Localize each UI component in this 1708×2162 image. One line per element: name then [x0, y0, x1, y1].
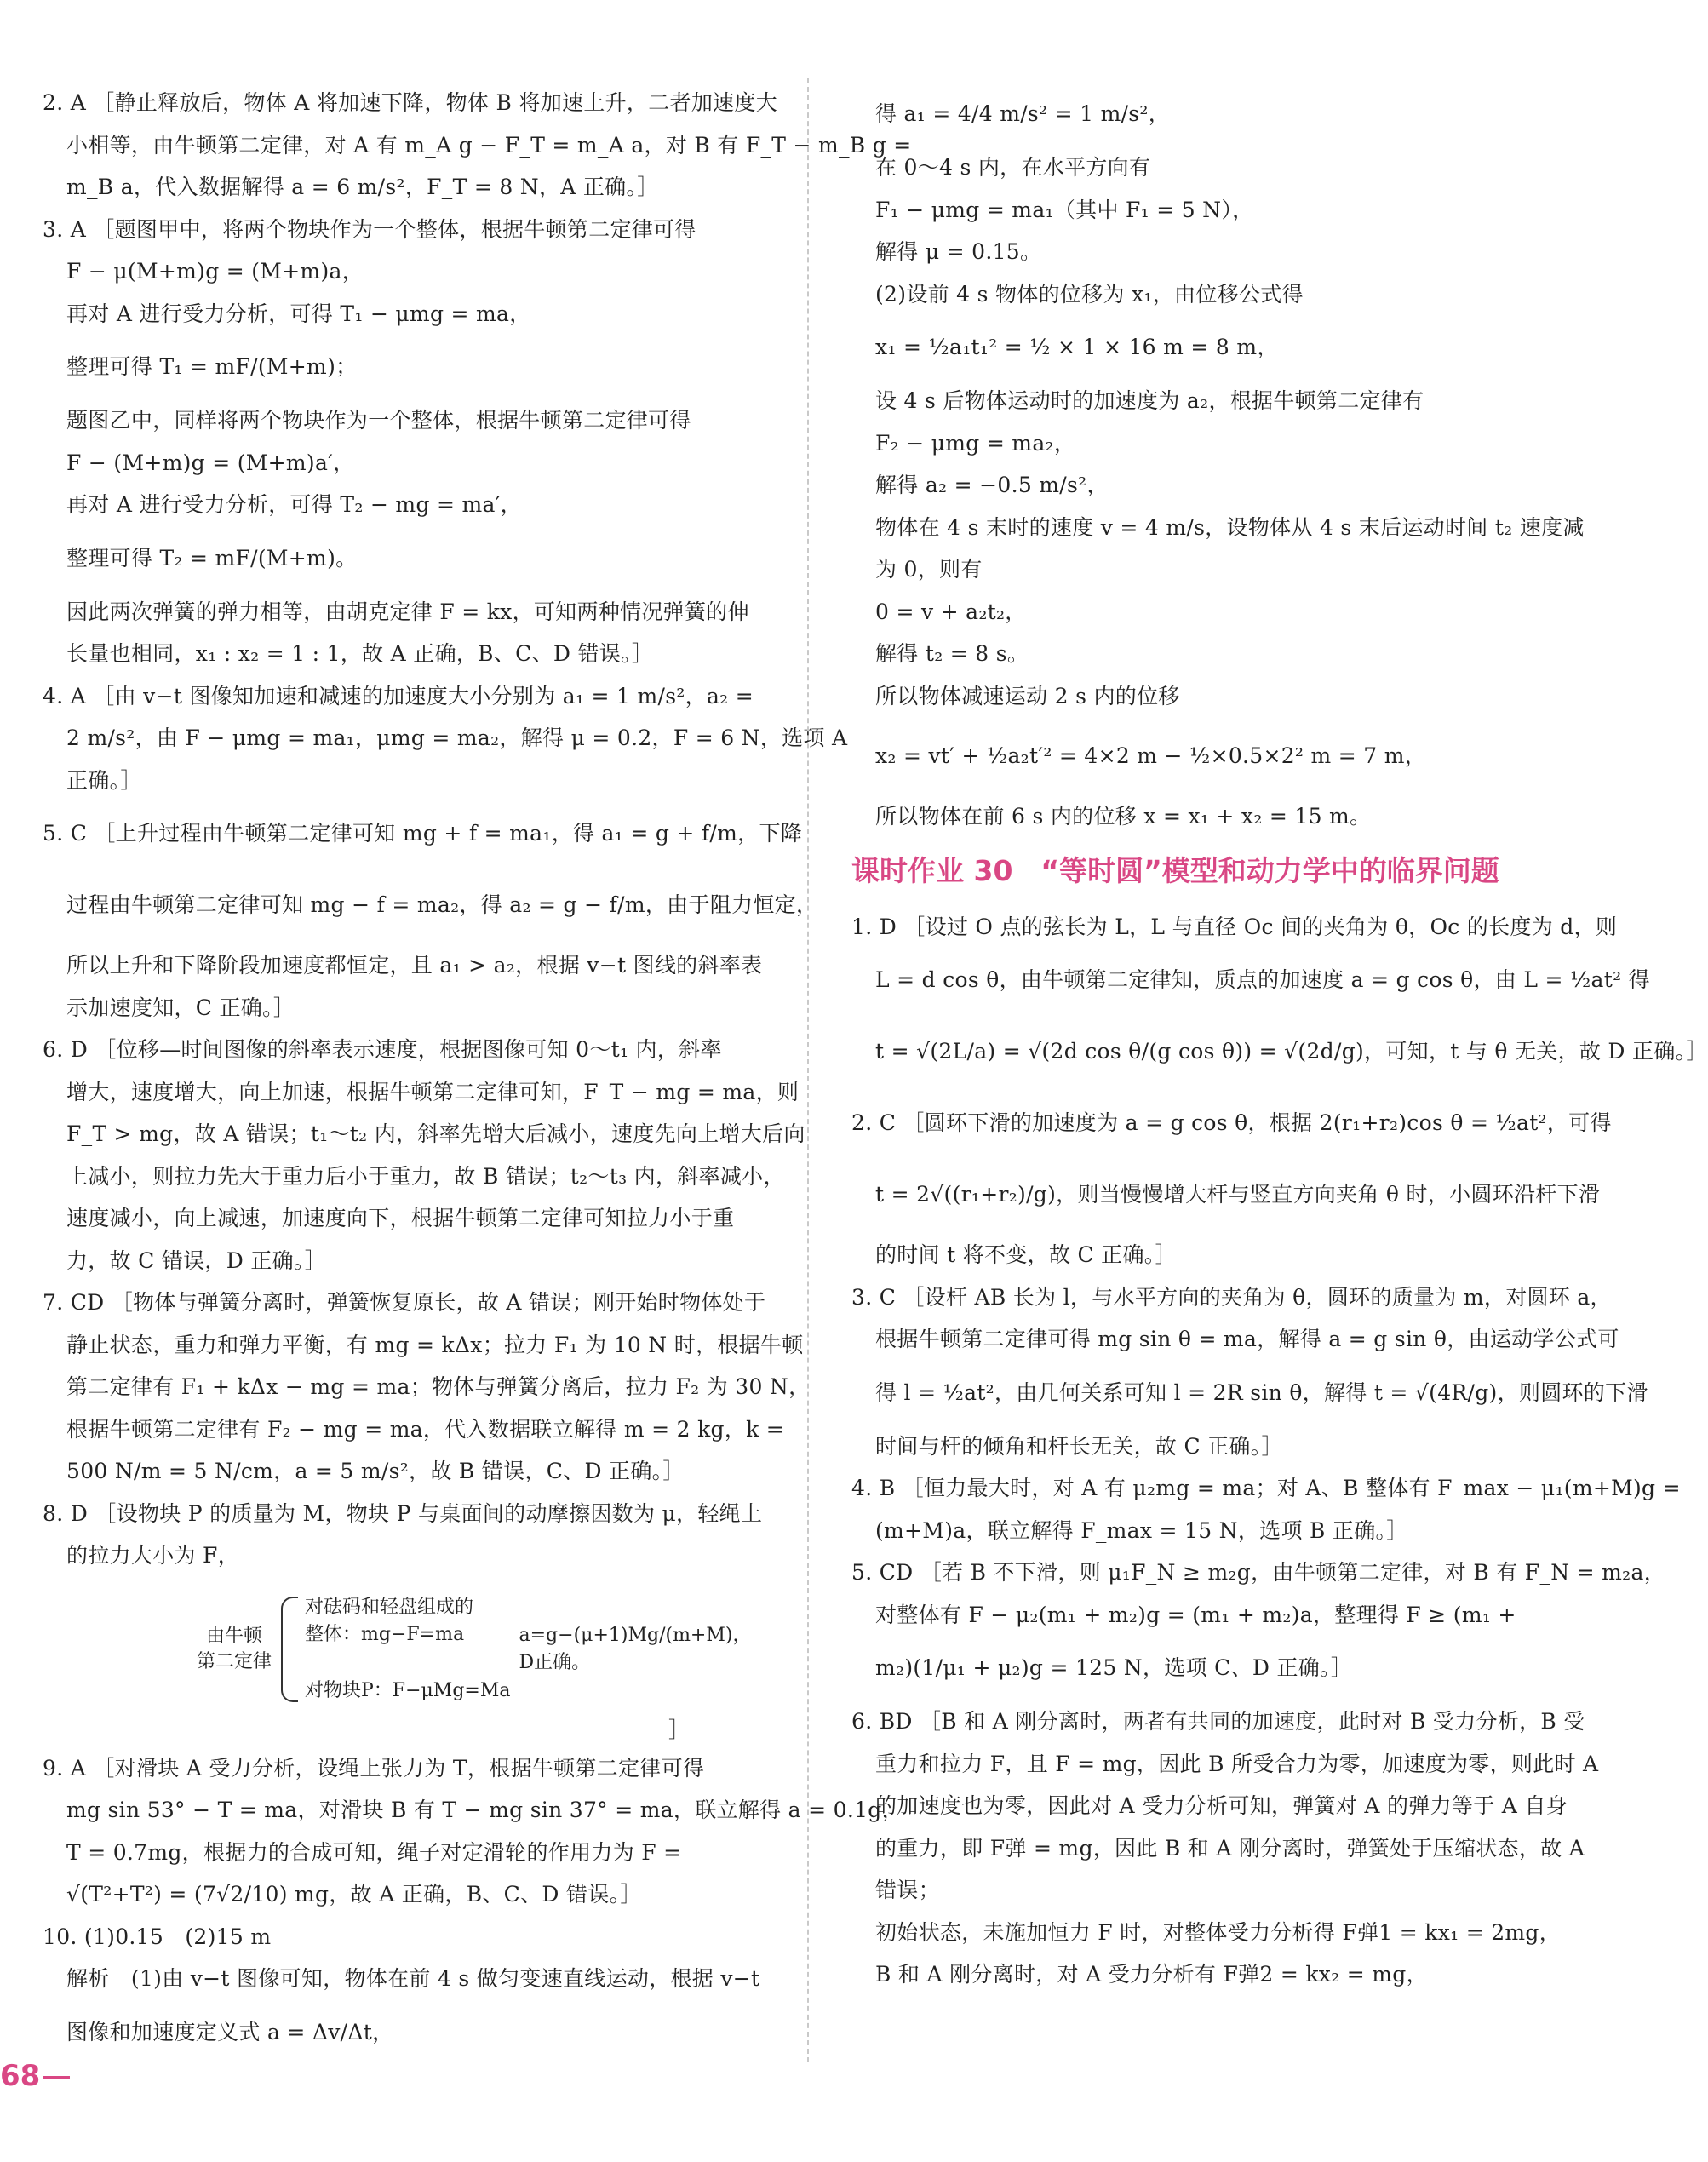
right-line: 物体在 4 s 末时的速度 v = 4 m/s，设物体从 4 s 末后运动时间 t₂ 速度减	[875, 514, 1585, 540]
right-line: 在 0～4 s 内，在水平方向有	[875, 155, 1151, 180]
left-line: 正确。］	[66, 767, 142, 793]
left-line: 图像和加速度定义式 a = Δv/Δt，	[66, 2019, 394, 2044]
right-line: 得 a₁ = 4/4 m/s² = 1 m/s²，	[875, 101, 1171, 126]
right2-line: 5. CD ［若 B 不下滑，则 μ₁F_N ≥ m₂g，由牛顿第二定律，对 B 有 F_N = m₂a，	[851, 1560, 1666, 1585]
left-line: 6. D ［位移—时间图像的斜率表示速度，根据图像可知 0～t₁ 内，斜率	[43, 1037, 722, 1062]
right-line: 所以物体在前 6 s 内的位移 x = x₁ + x₂ = 15 m。	[875, 804, 1372, 829]
right2-line: 2. C ［圆环下滑的加速度为 a = g cos θ，根据 2(r₁+r₂)cos θ = ½at²，可得	[851, 1110, 1612, 1135]
right2-line: 根据牛顿第二定律可得 mg sin θ = ma，解得 a = g sin θ，由运动学公式可	[875, 1327, 1619, 1351]
left-line: 10. (1)0.15 (2)15 m	[43, 1924, 272, 1949]
left-line: 小相等，由牛顿第二定律，对 A 有 m_A g − F_T = m_A a，对 B 有 F_T − m_B g =	[66, 132, 912, 158]
right2-line: 4. B ［恒力最大时，对 A 有 μ₂mg = ma；对 A、B 整体有 F_max − μ₁(m+M)g =	[851, 1476, 1681, 1500]
right-line: 解得 t₂ = 8 s。	[875, 641, 1029, 666]
right2-line: t = √(2L/a) = √(2d cos θ/(g cos θ)) = √(2d/g)，可知，t 与 θ 无关，故 D 正确。］	[875, 1039, 1708, 1064]
page-number: 68	[0, 2059, 41, 2093]
right-line: 0 = v + a₂t₂，	[875, 599, 1027, 624]
right2-line: 时间与杆的倾角和杆长无关，故 C 正确。］	[875, 1433, 1283, 1459]
left-line: 7. CD ［物体与弹簧分离时，弹簧恢复原长，故 A 错误；刚开始时物体处于	[43, 1290, 766, 1315]
left-line: 题图乙中，同样将两个物块作为一个整体，根据牛顿第二定律可得	[66, 408, 691, 433]
left-line: T = 0.7mg，根据力的合成可知，绳子对定滑轮的作用力为 F =	[66, 1839, 682, 1865]
right2-line: 3. C ［设杆 AB 长为 l，与水平方向的夹角为 θ，圆环的质量为 m，对圆环 a，	[851, 1284, 1612, 1310]
left-line: 力，故 C 错误，D 正确。］	[66, 1247, 327, 1273]
left-item	[43, 1029, 805, 1282]
left-line: 过程由牛顿第二定律可知 mg − f = ma₂，得 a₂ = g − f/m，由于阻力恒定，	[66, 892, 818, 917]
right2-item	[851, 1551, 1666, 1700]
left-line: 增大，速度增大，向上加速，根据牛顿第二定律可知，F_T − mg = ma，则	[66, 1079, 800, 1104]
left-line: F_T > mg，故 A 错误；t₁～t₂ 内，斜率先增大后减小，速度先向上增大后向	[66, 1121, 805, 1146]
left-line: 2. A ［静止释放后，物体 A 将加速下降，物体 B 将加速上升，二者加速度大	[43, 90, 778, 115]
left-line: F − μ(M+m)g = (M+m)a，	[66, 259, 364, 284]
left-line: 第二定律有 F₁ + kΔx − mg = ma；物体与弹簧分离后，拉力 F₂ 为 30 N，	[66, 1374, 811, 1399]
right-line: 为 0，则有	[875, 557, 983, 582]
left-line: 的拉力大小为 F，	[66, 1543, 239, 1568]
right-line: x₂ = vt′ + ½a₂t′² = 4×2 m − ½×0.5×2² m = 7 m，	[875, 743, 1427, 768]
right2-item	[851, 1700, 1599, 1996]
left-line: mg sin 53° − T = ma，对滑块 B 有 T − mg sin 37° = ma，联立解得 a = 0.1g，	[66, 1798, 903, 1822]
left-line: 5. C ［上升过程由牛顿第二定律可知 mg + f = ma₁，得 a₁ = g + f/m，下降	[43, 821, 803, 846]
left-line: 因此两次弹簧的弹力相等，由胡克定律 F = kx，可知两种情况弹簧的伸	[66, 599, 749, 624]
left-line: 长量也相同，x₁ : x₂ = 1 : 1，故 A 正确，B、C、D 错误。］	[66, 641, 654, 666]
brace-equations	[305, 1594, 511, 1705]
brace-equation-diagram	[187, 1586, 792, 1713]
brace-symbol	[281, 1597, 298, 1702]
left-line: 9. A ［对滑块 A 受力分析，设绳上张力为 T，根据牛顿第二定律可得	[43, 1755, 705, 1781]
column-divider	[807, 78, 809, 2062]
brace-top-equation: 对砝码和轻盘组成的 整体：mg−F=ma	[305, 1596, 474, 1645]
right-line: 设 4 s 后物体运动时的加速度为 a₂，根据牛顿第二定律有	[875, 388, 1424, 413]
right2-line: 对整体有 F − μ₂(m₁ + m₂)g = (m₁ + m₂)a，整理得 F ≥ (m₁ +	[875, 1602, 1516, 1627]
right2-line: 错误；	[875, 1878, 940, 1902]
right-line: x₁ = ½a₁t₁² = ½ × 1 × 16 m = 8 m，	[875, 335, 1279, 359]
closing-bracket: ］	[668, 1717, 690, 1742]
right2-line: t = 2√((r₁+r₂)/g)，则当慢慢增大杆与竖直方向夹角 θ 时，小圆环沿杆下滑	[875, 1182, 1601, 1207]
right-line: 解得 a₂ = −0.5 m/s²，	[875, 473, 1109, 497]
right2-line: B 和 A 刚分离时，对 A 受力分析有 F弹2 = kx₂ = mg，	[875, 1962, 1428, 1987]
brace-bottom-equation: 对物块P：F−μMg=Ma	[305, 1679, 511, 1701]
left-item	[43, 82, 912, 209]
left-line: m_B a，代入数据解得 a = 6 m/s²，F_T = 8 N，A 正确。］	[66, 175, 659, 199]
left-item	[43, 1282, 811, 1493]
brace-left-label: 由牛顿 第二定律	[196, 1625, 272, 1672]
left-item	[43, 1493, 792, 1577]
left-line: 4. A ［由 v−t 图像知加速和减速的加速度大小分别为 a₁ = 1 m/s²，a₂ =	[43, 683, 754, 708]
left-line: 500 N/m = 5 N/cm，a = 5 m/s²，故 B 错误，C、D 正确。］	[66, 1459, 685, 1483]
page-number-dash	[43, 2076, 70, 2079]
left-line: 再对 A 进行受力分析，可得 T₁ − μmg = ma，	[66, 301, 531, 326]
left-line: √(T²+T²) = (7√2/10) mg，故 A 正确，B、C、D 错误。］	[66, 1882, 642, 1907]
right-column	[851, 82, 1708, 1996]
left-item	[43, 1747, 903, 1916]
left-item	[43, 209, 792, 675]
section-title: 课时作业 30 “等时圆”模型和动力学中的临界问题	[851, 853, 1499, 887]
brace-result: a=g−(μ+1)Mg/(m+M)， D正确。	[519, 1624, 752, 1673]
right2-line: 1. D ［设过 O 点的弦长为 L，L 与直径 Oc 间的夹角为 θ，Oc 的长度为 d，则	[851, 914, 1618, 939]
left-line: 再对 A 进行受力分析，可得 T₂ − mg = ma′，	[66, 492, 522, 517]
right2-line: 的时间 t 将不变，故 C 正确。］	[875, 1242, 1177, 1267]
right2-item	[851, 1091, 1612, 1276]
right2-line: m₂)(1/μ₁ + μ₂)g = 125 N，选项 C、D 正确。］	[875, 1655, 1353, 1680]
right2-line: 的重力，即 F弹 = mg，因此 B 和 A 刚分离时，弹簧处于压缩状态，故 A	[875, 1835, 1585, 1861]
right-line: F₁ − μmg = ma₁（其中 F₁ = 5 N），	[875, 197, 1254, 222]
left-line: 所以上升和下降阶段加速度都恒定，且 a₁ > a₂，根据 v−t 图线的斜率表	[66, 953, 763, 978]
left-item	[43, 1916, 792, 2065]
right2-line: 初始状态，未施加恒力 F 时，对整体受力分析得 F弹1 = kx₁ = 2mg，	[875, 1919, 1562, 1945]
right2-line: (m+M)a，联立解得 F_max = 15 N，选项 B 正确。］	[875, 1517, 1408, 1543]
left-column	[43, 82, 912, 2065]
right-line: 所以物体减速运动 2 s 内的位移	[875, 683, 1180, 708]
right2-line: 得 l = ½at²，由几何关系可知 l = 2R sin θ，解得 t = √(4R/g)，则圆环的下滑	[875, 1379, 1648, 1405]
left-item	[43, 801, 818, 1029]
left-line: 示加速度知，C 正确。］	[66, 995, 295, 1020]
left-line: 上减小，则拉力先大于重力后小于重力，故 B 错误；t₂～t₃ 内，斜率减小，	[66, 1163, 785, 1189]
right2-item	[851, 1276, 1648, 1468]
right2-line: 的加速度也为零，因此对 A 受力分析可知，弹簧对 A 的弹力等于 A 自身	[875, 1793, 1568, 1818]
left-line: 3. A ［题图甲中，将两个物块作为一个整体，根据牛顿第二定律可得	[43, 216, 696, 242]
right2-line: 6. BD ［B 和 A 刚分离时，两者有共同的加速度，此时对 B 受力分析，B 受	[851, 1709, 1585, 1734]
right2-item	[851, 1467, 1681, 1551]
left-line: 整理可得 T₂ = mF/(M+m)。	[66, 545, 358, 571]
right-line: (2)设前 4 s 物体的位移为 x₁，由位移公式得	[875, 281, 1304, 307]
right-line: 解得 μ = 0.15。	[875, 239, 1042, 264]
left-item	[43, 675, 848, 802]
left-line: 静止状态，重力和弹力平衡，有 mg = kΔx；拉力 F₁ 为 10 N 时，根据牛顿	[66, 1332, 804, 1357]
right2-item	[851, 906, 1708, 1092]
left-line: 根据牛顿第二定律有 F₂ − mg = ma，代入数据联立解得 m = 2 kg，k =	[66, 1416, 785, 1442]
left-line: 速度减小，向上减速，加速度向下，根据牛顿第二定律可知拉力小于重	[66, 1206, 735, 1230]
right2-line: 重力和拉力 F，且 F = mg，因此 B 所受合力为零，加速度为零，则此时 A	[875, 1751, 1599, 1776]
right-item	[851, 82, 1584, 838]
left-line: 解析 (1)由 v−t 图像可知，物体在前 4 s 做匀变速直线运动，根据 v−t	[66, 1966, 760, 1991]
left-line: 2 m/s²，由 F − μmg = ma₁，μmg = ma₂，解得 μ = 0.2，F = 6 N，选项 A	[66, 725, 848, 750]
right2-line: L = d cos θ，由牛顿第二定律知，质点的加速度 a = g cos θ，由 L = ½at² 得	[875, 967, 1650, 992]
left-line: 8. D ［设物块 P 的质量为 M，物块 P 与桌面间的动摩擦因数为 μ，轻绳上	[43, 1500, 763, 1526]
left-line: F − (M+m)g = (M+m)a′，	[66, 450, 355, 475]
right-line: F₂ − μmg = ma₂，	[875, 430, 1076, 456]
left-line: 整理可得 T₁ = mF/(M+m)；	[66, 354, 358, 379]
